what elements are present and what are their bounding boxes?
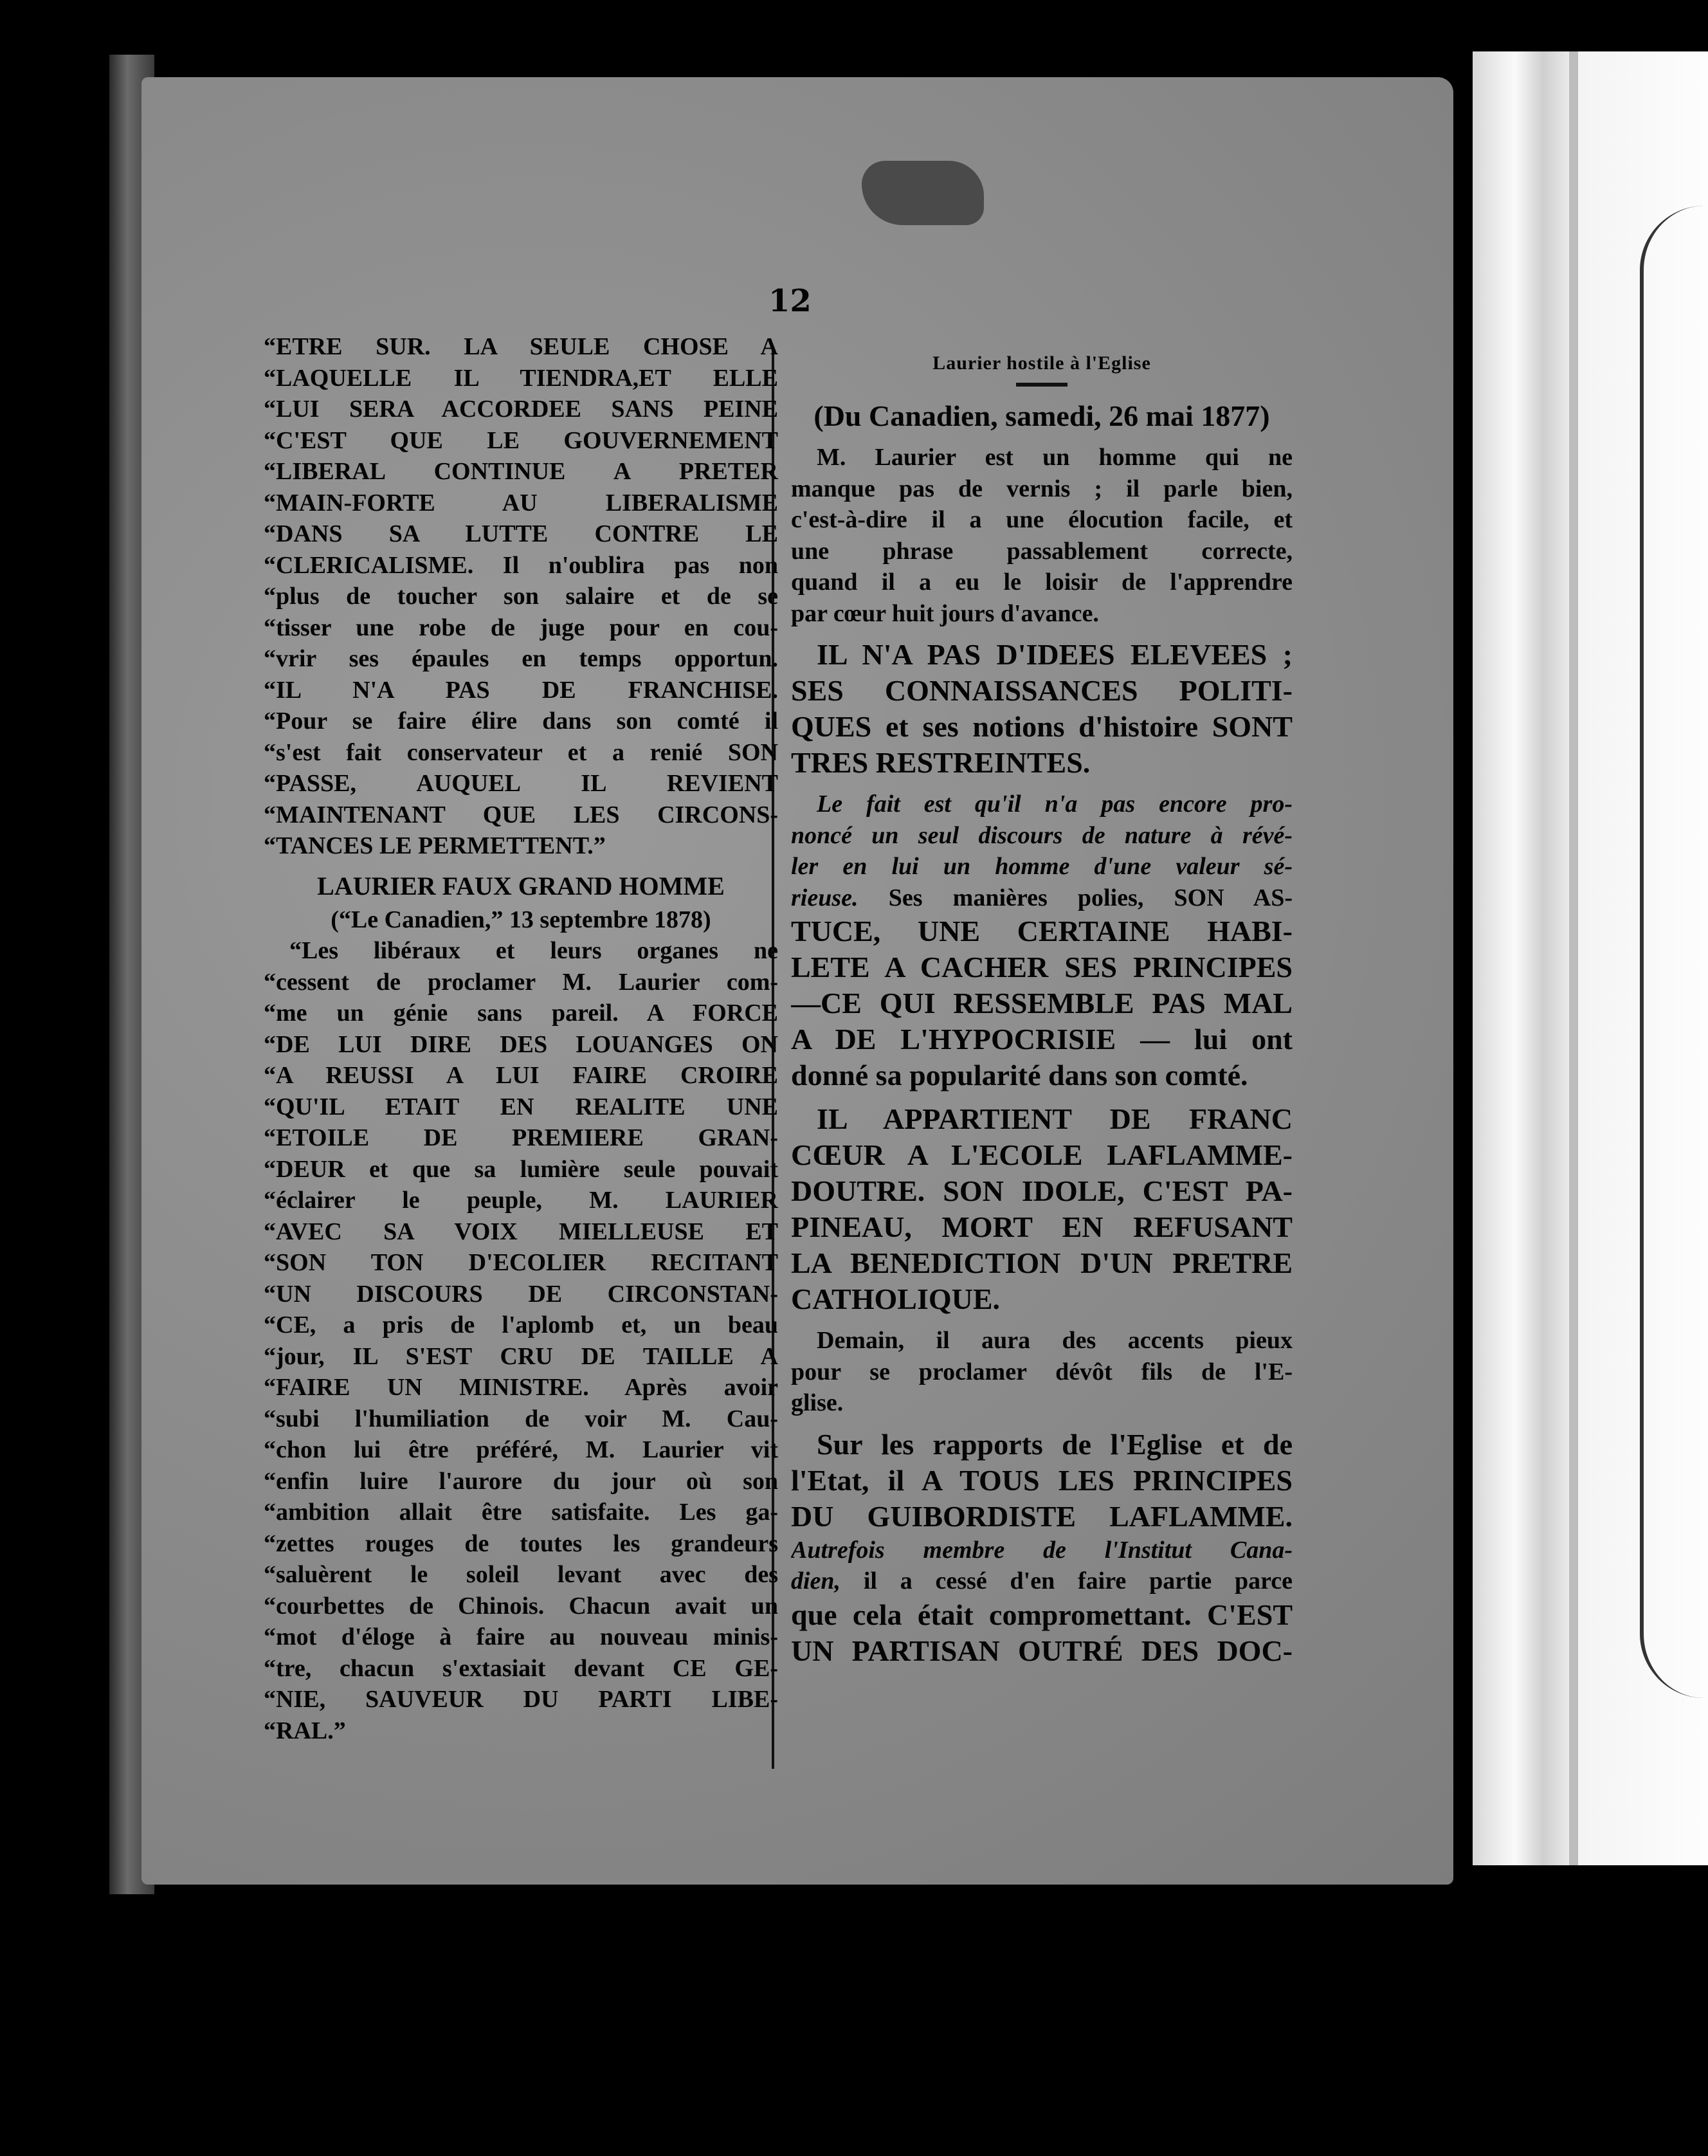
next-page-curve [1640,206,1708,1698]
text-line: DOUTRE. SON IDOLE, C'EST PA- [791,1174,1293,1207]
text-line: “LAQUELLE IL TIENDRA,ET ELLE [264,364,778,392]
right-paragraph-6-tail [791,1597,1293,1669]
text-line: “TANCES LE PERMETTENT.” [264,832,606,859]
text-line: “zettes rouges de toutes les grandeurs [264,1530,778,1557]
text-line: “cessent de proclamer M. Laurier com- [264,968,778,996]
left-heading: LAURIER FAUX GRAND HOMME [317,871,725,900]
right-paragraph-1 [791,442,1293,629]
text-line: par cœur huit jours d'avance. [791,599,1099,627]
torn-corner [862,161,984,225]
text-line: A DE L'HYPOCRISIE — lui ont [791,1023,1293,1055]
right-paragraph-3-mixed [791,882,1293,914]
text-line: l'Etat, il A TOUS LES PRINCIPES [791,1463,1293,1497]
text-line: “MAINTENANT QUE LES CIRCONS- [264,801,778,828]
mixed-rest: Ses manières polies, SON AS- [858,884,1293,911]
text-line: “DE LUI DIRE DES LOUANGES ON [264,1030,778,1058]
right-paragraph-4 [791,1101,1293,1317]
text-line: “C'EST QUE LE GOUVERNEMENT [264,426,778,454]
text-line: DU GUIBORDISTE LAFLAMME. [791,1499,1293,1533]
text-line: SES CONNAISSANCES POLITI- [791,674,1293,707]
text-line: que cela était compromettant. C'EST [791,1598,1293,1631]
text-line: “Les libéraux et leurs organes ne [289,937,778,964]
text-line: glise. [791,1389,844,1416]
text-line: M. Laurier est un homme qui ne [817,444,1293,471]
right-paragraph-5 [791,1325,1293,1419]
text-line: “DEUR et que sa lumière seule pouvait [264,1155,778,1183]
text-line: pour se proclamer dévôt fils de l'E- [791,1358,1293,1385]
text-line: “plus de toucher son salaire et de se [264,583,778,610]
text-line: “éclairer le peuple, M. LAURIER [264,1187,778,1214]
italic-dien: dien, [791,1567,841,1594]
text-line: TUCE, UNE CERTAINE HABI- [791,915,1293,947]
text-line: Sur les rapports de l'Eglise et de [817,1427,1293,1461]
text-line: IL APPARTIENT DE FRANC [817,1102,1293,1135]
right-paragraph-3 [791,913,1293,1093]
text-line: “CLERICALISME. Il n'oublira pas non [264,551,778,579]
text-line: quand il a eu le loisir de l'apprendre [791,569,1293,596]
text-line: “me un génie sans pareil. A FORCE [264,1000,778,1027]
text-line: donné sa popularité dans son comté. [791,1059,1248,1092]
text-line: “enfin luire l'aurore du jour où son [264,1467,778,1495]
text-line: “ambition allait être satisfaite. Les ga- [264,1499,778,1526]
text-line: “tre, chacun s'extasiait devant CE GE- [264,1654,778,1682]
spine-line [1569,51,1578,1865]
text-line: “courbettes de Chinois. Chacun avait un [264,1592,778,1620]
text-line: “CE, a pris de l'aplomb et, un beau [264,1311,778,1338]
text-line: Demain, il aura des accents pieux [817,1327,1293,1354]
text-line: “jour, IL S'EST CRU DE TAILLE A [264,1342,778,1370]
text-line: “ETRE SUR. LA SEULE CHOSE A [264,333,778,360]
text-line: “LIBERAL CONTINUE A PRETER [264,458,778,485]
page-number: 12 [768,283,812,319]
italic-rieuse: rieuse. [791,884,859,911]
text-line: “SON TON D'ECOLIER RECITANT [264,1249,778,1276]
text-line: CŒUR A L'ECOLE LAFLAMME- [791,1138,1293,1171]
text-line: LETE A CACHER SES PRINCIPES [791,951,1293,983]
text-line: “AVEC SA VOIX MIELLEUSE ET [264,1218,778,1245]
text-line: “IL N'A PAS DE FRANCHISE. [264,676,778,704]
left-paragraph-a [264,331,778,862]
text-line: “DANS SA LUTTE CONTRE LE [264,520,778,547]
text-line: TRES RESTREINTES. [791,746,1091,779]
text-line: “saluèrent le soleil levant avec des [264,1561,778,1588]
right-source: (Du Canadien, samedi, 26 mai 1877) [813,399,1270,432]
text-line: “ETOILE DE PREMIERE GRAN- [264,1124,778,1151]
text-line: “s'est fait conservateur et a renié SON [264,738,778,766]
text-line: manque pas de vernis ; il parle bien, [791,475,1293,502]
text-line: “LUI SERA ACCORDEE SANS PEINE [264,396,778,423]
text-line: noncé un seul discours de nature à révé- [791,821,1293,849]
left-paragraph-b [264,935,778,1746]
text-line: IL N'A PAS D'IDEES ELEVEES ; [817,638,1293,671]
text-line: “chon lui être préféré, M. Laurier vit [264,1436,778,1463]
text-line: “PASSE, AUQUEL IL REVIENT [264,770,778,797]
right-paragraph-2 [791,637,1293,781]
right-column [791,351,1293,1669]
book-spine [1473,51,1708,1865]
text-line: “NIE, SAUVEUR DU PARTI LIBE- [264,1686,778,1713]
text-line: CATHOLIQUE. [791,1283,1001,1315]
heading-rule [1016,383,1068,387]
left-column [264,331,778,1746]
right-paragraph-6 [791,1427,1293,1535]
text-line: —CE QUI RESSEMBLE PAS MAL [791,987,1293,1019]
text-line: ler en lui un homme d'une valeur sé- [791,853,1293,880]
text-line: “MAIN-FORTE AU LIBERALISME [264,489,778,516]
right-paragraph-6-mixed [791,1566,1293,1597]
right-heading: Laurier hostile à l'Eglise [932,352,1151,374]
text-line: LA BENEDICTION D'UN PRETRE [791,1247,1293,1279]
text-line: “subi l'humiliation de voir M. Cau- [264,1405,778,1432]
text-line: PINEAU, MORT EN REFUSANT [791,1210,1293,1243]
text-line: “mot d'éloge à faire au nouveau minis- [264,1623,778,1650]
text-line: “A REUSSI A LUI FAIRE CROIRE [264,1062,778,1089]
text-line: “UN DISCOURS DE CIRCONSTAN- [264,1280,778,1308]
right-paragraph-6-italic: Autrefois membre de l'Institut Cana- [791,1536,1293,1564]
left-source: (“Le Canadien,” 13 septembre 1878) [331,906,711,933]
text-line: “Pour se faire élire dans son comté il [264,708,778,735]
right-paragraph-3-italic [791,789,1293,882]
text-line: c'est-à-dire il a une élocution facile, et [791,506,1293,533]
text-line: Le fait est qu'il n'a pas encore pro- [817,790,1293,818]
text-line: QUES et ses notions d'histoire SONT [791,710,1293,743]
text-line: “QU'IL ETAIT EN REALITE UNE [264,1093,778,1120]
text-line: “RAL.” [264,1717,346,1744]
text-line: “tisser une robe de juge pour en cou- [264,614,778,641]
text-line: “vrir ses épaules en temps opportun. [264,645,778,672]
text-line: “FAIRE UN MINISTRE. Après avoir [264,1374,778,1401]
mixed-rest-2: il a cessé d'en faire partie parce [840,1567,1293,1594]
text-line: UN PARTISAN OUTRÉ DES DOC- [791,1634,1293,1667]
text-line: une phrase passablement correcte, [791,537,1293,565]
